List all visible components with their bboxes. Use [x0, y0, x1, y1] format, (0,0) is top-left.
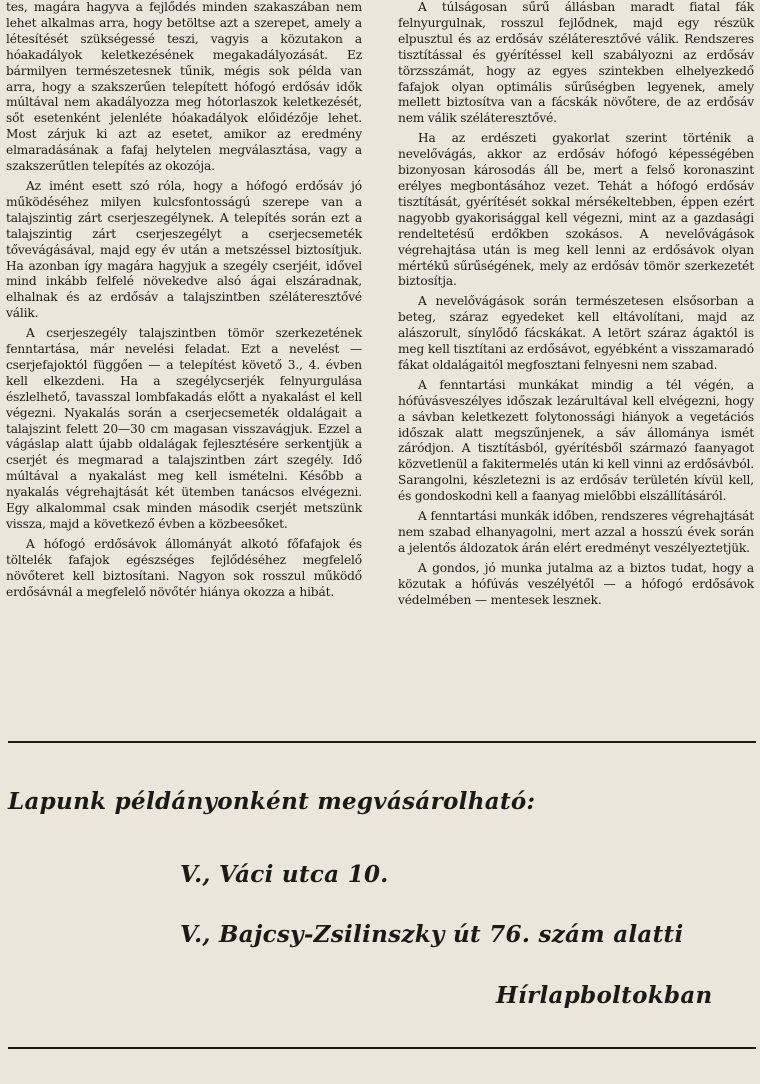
paragraph: Ha az erdészeti gyakorlat szerint történik a nevelővágás, akkor az erdősáv hófogó képességében bizonyosan károsodás áll be, mert a felső koronaszint erélyes megbontásához vezet. Tehát a hófogó erdősáv tisztítását, gyérítését sokkal mérsékeltebben, éppen ezért nagyobb gyakorisággal kell végezni, mint az a gazdasági rendeltetésű erdőkben szokásos. A nevelővágások végrehajtása után is meg kell lenni az erdősávok olyan mértékű sűrűségének, mely az erdősáv tömör szerkezetét biztosítja. [398, 131, 754, 289]
paragraph: tes, magára hagyva a fejlődés minden szakaszában nem lehet alkalmas arra, hogy betöltse azt a szerepet, amely a létesítését szükségessé teszi, vagyis a közutakon a hóakadályok keletkezésének megakadályozását. Ez bármilyen természetesnek tűnik, mégis sok példa van arra, hogy a szakszerűen telepített hófogó erdősáv idők múltával nem akadályozza meg hótorlaszok keletkezését, sőt esetenként jelenléte hóakadályok előidézője lehet. Most zárjuk ki azt az esetet, amikor az eredmény elmaradásának a fafaj helytelen megválasztása, vagy a szakszerűtlen telepítés az okozója. [6, 0, 362, 174]
left-column [6, 0, 362, 605]
notice-address-2: V., Bajcsy-Zsilinszky út 76. szám alatti [180, 921, 684, 948]
paragraph: A gondos, jó munka jutalma az a biztos tudat, hogy a közutak a hófúvás veszélyétől — a hófogó erdősávok védelmében — mentesek lesznek. [398, 560, 754, 607]
paragraph: A fenntartási munkák időben, rendszeres végrehajtását nem szabad elhanyagolni, mert azzal a hosszú évek során a jelentős áldozatok árán elért eredményt veszélyeztetjük. [398, 509, 754, 555]
divider-top [8, 741, 756, 743]
paragraph: A hófogó erdősávok állományát alkotó főfafajok és töltelék fafajok egészséges fejlődéséhez megfelelő növőteret kell biztosítani. Nagyon sok rosszul működő erdősávnál a megfelelő növőtér hiánya okozza a hibát. [6, 536, 362, 599]
divider-bottom [8, 1047, 756, 1049]
right-column [398, 0, 754, 613]
paragraph: A túlságosan sűrű állásban maradt fiatal fák felnyurgulnak, rosszul fejlődnek, majd egy részük elpusztul és az erdősáv széláteresztővé válik. Rendszeres tisztítással és gyérítéssel kell szabályozni az erdősáv törzsszámát, hogy az egyes szintekben elhelyezkedő fafajok olyan optimális sűrűségben legyenek, amely mellett biztosítva van a fácskák növőtere, de az erdősáv nem válik széláteresztővé. [398, 0, 754, 126]
notice-address-1: V., Váci utca 10. [180, 861, 389, 888]
notice-shops: Hírlapboltokban [496, 982, 713, 1009]
notice-title: Lapunk példányonként megvásárolható: [8, 788, 536, 815]
paragraph: A nevelővágások során természetesen elsősorban a beteg, száraz egyedeket kell eltávolítani, majd az alászorult, sínylődő fácskákat. A letört száraz ágaktól is meg kell tisztítani az erdősávot, egyébként a visszamaradó fákat oldalágaitól megfosztani felnyesni nem szabad. [398, 294, 754, 372]
paragraph: A cserjeszegély talajszintben tömör szerkezetének fenntartása, már nevelési feladat. Ezt a nevelést — cserjefajoktól függően — a telepítést követő 3., 4. évben kell elkezdeni. Ha a szegélycserjék felnyurgulása észlelhető, tavasszal lombfakadás előtt a nyakalást el kell végezni. Nyakalás során a cserjecsemeték oldalágait a talajszint felett 20—30 cm magasan visszavágjuk. Ezzel a vágáslap alatt újabb oldalágak fejlesztésére serkentjük a cserjét és megmarad a talajszintben zárt szegély. Idő múltával a nyakalást meg kell ismételni. Később a nyakalás végrehajtását két ütemben tanácsos elvégezni. Egy alkalommal csak minden második cserjét metszünk vissza, majd a következő évben a közbeesőket. [6, 326, 362, 531]
paragraph: A fenntartási munkákat mindig a tél végén, a hófúvásveszélyes időszak lezárultával kell elvégezni, hogy a sávban keletkezett folytonossági hiányok a vegetációs időszak alatt megszűnjenek, a sáv állománya ismét záródjon. A tisztításból, gyérítésből származó faanyagot közvetlenül a fakitermelés után ki kell vinni az erdősávból. Sarangolni, készletezni is az erdősáv területén kívül kell, és gondoskodni kell a faanyag mielőbbi elszállításáról. [398, 377, 754, 504]
paragraph: Az imént esett szó róla, hogy a hófogó erdősáv jó működéséhez milyen kulcsfontosságú szerepe van a talajszintig zárt cserjeszegélynek. A telepítés során ezt a talajszintig zárt cserjeszegélyt a cserjecsemeték tővevágásával, majd egy év után a metszéssel biztosítjuk. Ha azonban így magára hagyjuk a szegély cserjéit, idővel mind inkább felfelé növekedve alsó ágai elszáradnak, elhalnak és az erdősáv a talajszintben széláteresztővé válik. [6, 178, 362, 321]
